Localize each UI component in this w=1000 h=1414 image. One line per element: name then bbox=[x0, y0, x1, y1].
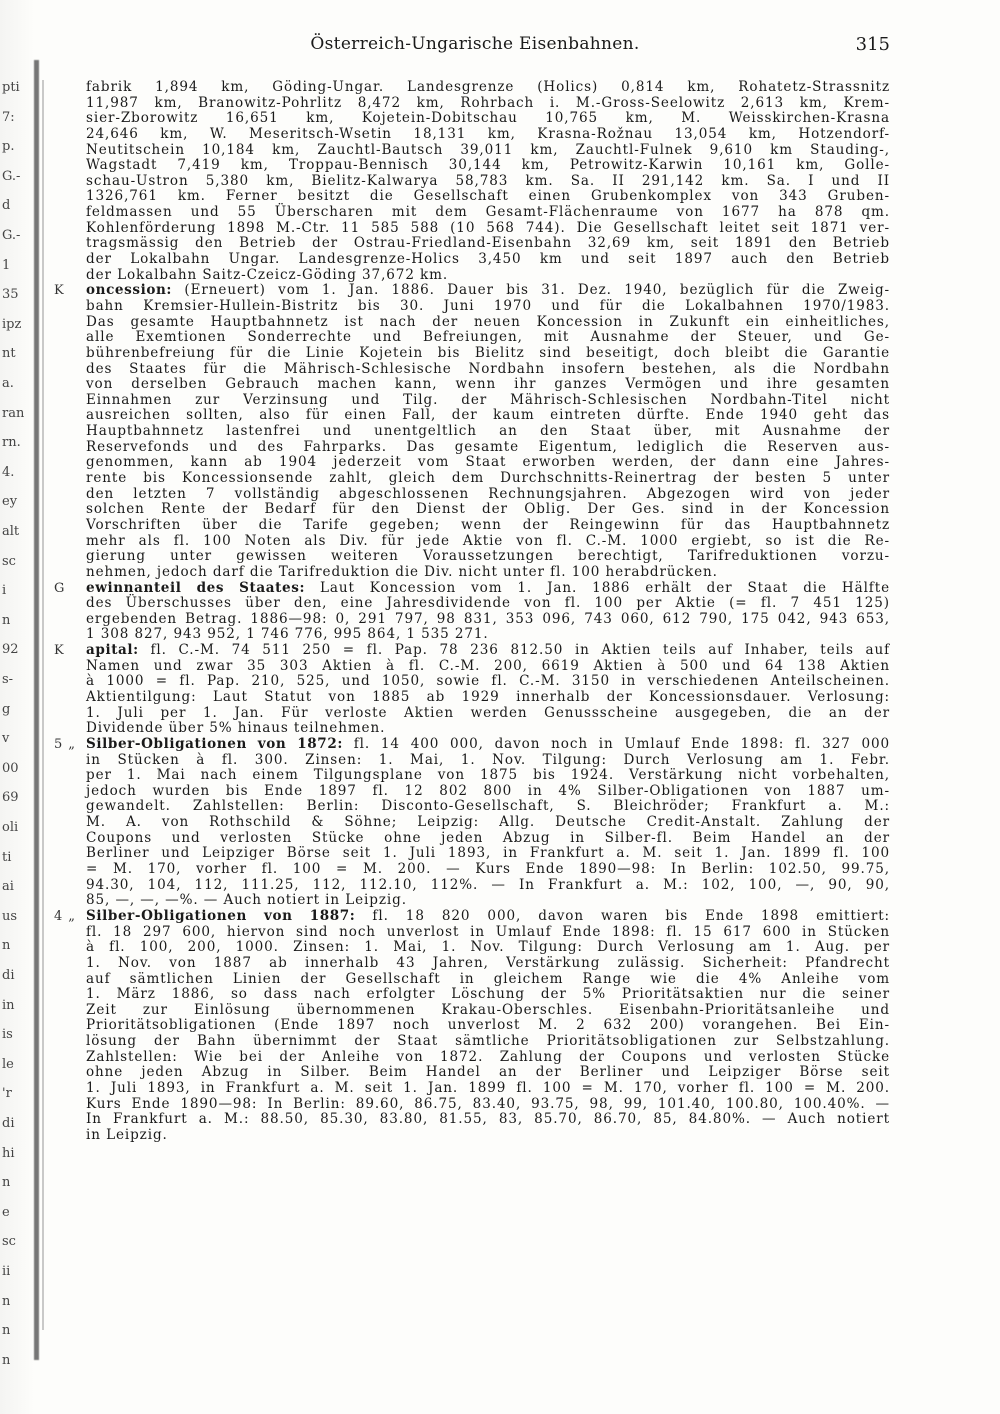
prev-column-fragment: 69 bbox=[2, 790, 19, 806]
text-line: Aktientilgung: Laut Statut von 1885 ab 1929 innerhalb der Koncessionsdauer. Verlosung: bbox=[86, 688, 890, 705]
section-label: Silber-Obligationen von 1872: bbox=[86, 735, 343, 752]
binding-gutter-line bbox=[42, 80, 44, 1330]
text-line: à 1000 = fl. Pap. 210, 525, und 1050, sowie fl. C.-M. 3150 in verschiedenen Anteilscheinen. bbox=[86, 673, 890, 690]
text-line bbox=[54, 579, 890, 597]
section-kapital bbox=[54, 642, 890, 737]
prev-column-fragment: sc bbox=[2, 1234, 16, 1250]
margin-marker: K bbox=[54, 283, 65, 299]
prev-column-fragment: n bbox=[2, 938, 11, 954]
text-line: auf sämtlichen Linien der Gesellschaft in gleichem Range wie die 4% Anleihe vom bbox=[86, 970, 890, 987]
prev-column-fragment: us bbox=[2, 908, 18, 924]
prev-column-fragment: sc bbox=[2, 553, 16, 569]
section-silber1872 bbox=[54, 735, 890, 909]
text-line: 85, —, —, —%. — Auch notiert in Leipzig. bbox=[86, 892, 407, 909]
text-line: In Frankfurt a. M.: 88.50, 85.30, 83.80, 81.55, 83, 85.70, 86.70, 85, 84.80%. — Auch notiert bbox=[86, 1111, 890, 1128]
prev-column-fragment: n bbox=[2, 1293, 11, 1309]
text-line: Kohlenförderung 1898 M.-Ctr. 11 585 588 (10 568 744). Die Gesellschaft leitet seit 1871 ver- bbox=[86, 219, 890, 236]
text-line: feldmassen und 55 Überscharen mit dem Gesamt-Flächenraume von 1677 ha 878 qm. bbox=[86, 204, 890, 221]
line-text: (Erneuert) vom 1. Jan. 1886. Dauer bis 31. Dez. 1940, bezüglich für die Zweig- bbox=[172, 282, 890, 299]
text-line: den letzten 7 vollständig abgeschlossenen Rechnungsjahren. Abgezogen wird von jeder bbox=[86, 485, 890, 502]
prev-column-fragment: ai bbox=[2, 879, 14, 895]
text-line: 94.30, 104, 112, 111.25, 112, 112.10, 112%. — In Frankfurt a. M.: 102, 100, —, 90, 90, bbox=[86, 876, 890, 893]
text-line bbox=[54, 735, 890, 753]
text-line: bührenbefreiung für die Linie Kojetein bis Bielitz sind beseitigt, doch bleibt die Garantie bbox=[86, 344, 890, 361]
prev-column-fragment: G.- bbox=[2, 228, 21, 243]
text-line: in Leipzig. bbox=[86, 1126, 168, 1143]
line-text: fl. C.-M. 74 511 250 = fl. Pap. 78 236 812.50 in Aktien teils auf Inhaber, teils auf bbox=[138, 642, 890, 659]
section-label: ewinnanteil des Staates: bbox=[86, 579, 306, 596]
prev-column-fragment: p. bbox=[2, 139, 15, 155]
prev-column-fragment: rn. bbox=[2, 435, 21, 451]
text-line: fl. 18 297 600, hiervon sind noch unverlost in Umlauf Ende 1898: fl. 15 617 600 in Stücken bbox=[86, 923, 890, 940]
section-concession bbox=[54, 282, 890, 580]
text-line: fabrik 1,894 km, Göding-Ungar. Landesgrenze (Holics) 0,814 km, Rohatetz-Strassnitz bbox=[86, 79, 890, 95]
prev-column-fragment: 35 bbox=[2, 287, 19, 303]
binding-gutter-shadow bbox=[34, 60, 39, 1360]
text-line: Coupons und verlosten Stücke ohne jeden Abzug in Silber-fl. Beim Handel an der bbox=[86, 829, 890, 846]
text-line: Hauptbahnnetz lastenfrei und unentgeltlich an den Staat über, mit Ausnahme der bbox=[86, 423, 890, 440]
section-label: oncession: bbox=[86, 282, 173, 299]
text-line: 1. Nov. von 1887 ab innerhalb 43 Jahren, Verstärkung zulässig. Sicherheit: Pfandrecht bbox=[86, 954, 890, 971]
line-text: fl. 14 400 000, davon noch in Umlauf Ende 1898: fl. 327 000 bbox=[342, 735, 890, 752]
text-line: des Staates für die Mährisch-Schlesische Nordbahn insofern bestehen, als die Nordbahn bbox=[86, 360, 890, 377]
text-line: Namen und zwar 35 303 Aktien à fl. C.-M. 200, 6619 Aktien à 500 und 64 138 Aktien bbox=[86, 657, 890, 674]
prev-column-fragment: 'r bbox=[2, 1086, 12, 1102]
text-line: à fl. 100, 200, 1000. Zinsen: 1. Mai, 1. Nov. Tilgung: Durch Verlosung am 1. Aug. per bbox=[86, 939, 890, 956]
text-line: bahn Kremsier-Hullein-Bistritz bis 30. Juni 1970 und für die Lokalbahnen 1970/1983. bbox=[86, 297, 890, 314]
text-line: alle Exemtionen Sonderrechte und Befreiungen, mit Ausnahme der Steuer, und Ge- bbox=[86, 329, 890, 346]
text-line: M. A. von Rothschild & Söhne; Leipzig: Allg. Deutsche Credit-Anstalt. Zahlung der bbox=[86, 814, 890, 831]
text-line: 24,646 km, W. Meseritsch-Wsetin 18,131 km, Krasna-Rožnau 13,054 km, Hotzendorf- bbox=[86, 125, 890, 142]
prev-column-fragment: n bbox=[2, 1352, 11, 1368]
text-line: 1. Juli per 1. Jan. Für verloste Aktien werden Genussscheine ausgegeben, die an der bbox=[86, 704, 890, 721]
prev-column-fragment: 4. bbox=[2, 464, 15, 480]
margin-marker: G bbox=[54, 580, 66, 596]
text-line: gierung unter gewissen weiteren Voraussetzungen berechtigt, Tarifreduktionen vorzu- bbox=[86, 548, 890, 565]
text-line: 1 308 827, 943 952, 1 746 776, 995 864, 1 535 271. bbox=[86, 626, 489, 643]
prev-column-fragment: i bbox=[2, 583, 7, 599]
prev-column-fragment: is bbox=[2, 1027, 13, 1043]
prev-column-fragment: ii bbox=[2, 1264, 11, 1279]
text-line: Zahlstellen: Wie bei der Anleihe von 1872. Zahlung der Coupons und verlosten Stücke bbox=[86, 1048, 890, 1065]
text-line: tragsmässig den Betrieb der Ostrau-Friedland-Eisenbahn 32,69 km, seit 1891 den Betrieb bbox=[86, 235, 890, 252]
prev-column-fragment: G.- bbox=[2, 168, 21, 184]
text-line: Einnahmen zur Verzinsung und Tilg. der Mährisch-Schlesischen Nordbahn-Titel nicht bbox=[86, 391, 890, 408]
prev-column-fragment: ipz bbox=[2, 316, 22, 332]
page-header bbox=[60, 34, 890, 58]
prev-column-fragment: 7: bbox=[2, 109, 15, 125]
margin-marker: K bbox=[54, 643, 65, 659]
prev-column-fragment: e bbox=[2, 1204, 10, 1220]
prev-column-fragment: v bbox=[2, 731, 10, 747]
text-line: nehmen, jedoch darf die Tarifreduktion die Div. nicht unter fl. 100 herabdrücken. bbox=[86, 563, 718, 580]
prev-column-fragment: alt bbox=[2, 524, 20, 539]
text-line: von derselben Gebrauch machen kann, wenn ihr ganzes Vermögen und ihre gesamten bbox=[86, 376, 890, 393]
text-line: Wagstadt 7,419 km, Troppau-Bennisch 30,144 km, Petrowitz-Karwin 10,161 km, Golle- bbox=[86, 157, 890, 174]
prev-column-fragment: g bbox=[2, 701, 11, 717]
text-line: Vorschriften über die Tarife gegeben; wenn der Reingewinn für das Hauptbahnnetz bbox=[86, 516, 890, 533]
prev-column-fragment: n bbox=[2, 1175, 11, 1191]
section-gewinnanteil bbox=[54, 579, 890, 644]
page-number: 315 bbox=[855, 34, 890, 55]
prev-column-fragment: s- bbox=[2, 672, 14, 687]
text-line: 11,987 km, Branowitz-Pohrlitz 8,472 km, Rohrbach i. M.-Gross-Seelowitz 2,613 km, Krem- bbox=[86, 94, 890, 111]
text-line: ausreichen sollten, also für einen Fall, der kaum eintreten dürfte. Ende 1940 geht das bbox=[86, 407, 890, 424]
prev-column-fragment: oli bbox=[2, 820, 19, 835]
text-line: ohne jeden Abzug in Silber. Beim Handel an der Berliner und Leipziger Börse seit bbox=[86, 1064, 890, 1081]
text-line: Dividende über 5% hinaus teilnehmen. bbox=[86, 720, 386, 737]
text-line: des Überschusses über den, eine Jahresdividende von fl. 100 per Aktie (= fl. 7 451 125) bbox=[86, 595, 890, 612]
text-line: mehr als fl. 100 Noten als Div. für jede Aktie von fl. C.-M. 1000 ergiebt, so ist die Re- bbox=[86, 532, 890, 549]
section-label: Silber-Obligationen von 1887: bbox=[86, 907, 356, 924]
text-line: Kurs Ende 1890—98: In Berlin: 89.60, 86.75, 83.40, 93.75, 98, 99, 101.40, 100.80, 100.40%. — bbox=[86, 1095, 890, 1112]
text-line: Prioritätsobligationen (Ende 1897 noch unverlost M. 2 632 200) vorangehen. Bei Ein- bbox=[86, 1017, 890, 1034]
text-line: der Lokalbahn Saitz-Czeicz-Göding 37,672 km. bbox=[86, 266, 449, 283]
prev-column-fragment: 92 bbox=[2, 642, 19, 658]
text-line: schau-Ustron 5,380 km, Bielitz-Kalwarya 58,783 km. Sa. II 291,142 km. Sa. I und II bbox=[86, 172, 890, 189]
text-line: ergebenden Betrag. 1886—98: 0, 291 797, 98 831, 353 096, 743 060, 612 790, 175 042, 943 653, bbox=[86, 610, 890, 627]
prev-column-fragment: pti bbox=[2, 80, 20, 95]
text-line: Reservefonds und des Fahrparks. Das gesamte Eigentum, lediglich die Reserven aus- bbox=[86, 438, 890, 455]
margin-marker: 4 „ bbox=[54, 908, 76, 924]
text-line bbox=[54, 282, 890, 299]
prev-column-fragment: di bbox=[2, 1116, 15, 1131]
text-line: 1. März 1886, so dass nach erfolgter Löschung der 5% Prioritätsaktien nur die seiner bbox=[86, 986, 890, 1003]
text-line: solchen Rente der Bedarf für den Dienst der Oblig. Der Ges. sind in der Koncession bbox=[86, 501, 890, 518]
prev-column-fragment: n bbox=[2, 612, 11, 628]
prev-column-fragment: ti bbox=[2, 849, 12, 865]
prev-column-fragment: di bbox=[2, 968, 15, 983]
prev-column-fragment: hi bbox=[2, 1145, 15, 1161]
prev-column-fragment: ran bbox=[2, 405, 25, 421]
text-line: per 1. Mai nach einem Tilgungsplane von 1875 bis 1924. Verstärkung nicht vorbehalten, bbox=[86, 767, 890, 784]
prev-column-fragment: a. bbox=[2, 376, 14, 391]
prev-column-fragment: 00 bbox=[2, 760, 19, 776]
text-line bbox=[54, 642, 890, 659]
text-line: in Stücken à fl. 300. Zinsen: 1. Mai, 1. Nov. Tilgung: Durch Verlosung am 1. Febr. bbox=[86, 751, 890, 768]
text-line: 1326,761 km. Ferner besitzt die Gesellschaft einen Grubenkomplex von 343 Gruben- bbox=[86, 188, 890, 205]
prev-column-fragment: 1 bbox=[2, 257, 11, 273]
previous-page-column-fragments bbox=[0, 0, 34, 1414]
section-silber1887 bbox=[54, 907, 891, 1144]
text-line: Das gesamte Hauptbahnnetz ist nach der neuen Koncession in Zukunft ein einheitliches, bbox=[86, 313, 890, 330]
text-line: Berliner und Leipziger Börse seit 1. Juli 1893, in Frankfurt a. M. seit 1. Jan. 1899 fl. 100 bbox=[86, 845, 890, 862]
text-line: genommen, kann ab 1904 jederzeit vom Staat erworben werden, der dann eine Jahres- bbox=[86, 454, 890, 471]
text-line: 1. Juli 1893, in Frankfurt a. M. seit 1. Jan. 1899 fl. 100 = M. 170, vorher fl. 100 = M. 200. bbox=[86, 1080, 890, 1096]
prev-column-fragment: in bbox=[2, 997, 15, 1013]
prev-column-fragment: n bbox=[2, 1323, 11, 1339]
text-line bbox=[54, 907, 891, 925]
section-label: apital: bbox=[86, 642, 139, 659]
text-line: = M. 170, vorher fl. 100 = M. 200. — Kurs Ende 1890—98: In Berlin: 102.50, 99.75, bbox=[86, 861, 890, 878]
section-intro bbox=[86, 80, 890, 283]
text-line: der Lokalbahn Ungar. Landesgrenze-Holics 3,450 km und seit 1897 auch den Betrieb bbox=[86, 251, 890, 268]
margin-marker: 5 „ bbox=[54, 736, 76, 752]
text-line: rente bis Koncessionsende zahlt, gleich dem Durchschnitts-Reinertrag der besten 5 unter bbox=[86, 470, 890, 487]
text-line: gewandelt. Zahlstellen: Berlin: Disconto-Gesellschaft, S. Bleichröder; Frankfurt a. M.: bbox=[86, 798, 890, 815]
prev-column-fragment: le bbox=[2, 1056, 14, 1072]
text-line: Neutitschein 10,184 km, Zauchtl-Bautsch 39,011 km, Zauchtl-Fulnek 9,610 km Stauding-, bbox=[86, 141, 890, 158]
running-title: Österreich-Ungarische Eisenbahnen. bbox=[310, 34, 640, 54]
line-text: Laut Koncession vom 1. Jan. 1886 erhält der Staat die Hälfte bbox=[305, 579, 890, 596]
text-line: Zeit zur Einlösung übernommenen Krakau-Oberschles. Eisenbahn-Prioritätsanleihe und bbox=[86, 1001, 890, 1018]
main-text-column bbox=[54, 79, 891, 1144]
prev-column-fragment: d bbox=[2, 198, 11, 214]
text-line: lösung der Bahn übernimmt der Staat sämtliche Prioritätsobligationen zur Selbstzahlung. bbox=[86, 1033, 890, 1050]
text-line: jedoch wurden bis Ende 1897 fl. 12 802 800 in 4% Silber-Obligationen von 1887 um- bbox=[86, 782, 890, 799]
prev-column-fragment: ey bbox=[2, 494, 18, 510]
text-line: sier-Zborowitz 16,651 km, Kojetein-Dobitschau 10,765 km, M. Weisskirchen-Krasna bbox=[86, 110, 890, 127]
prev-column-fragment: nt bbox=[2, 346, 16, 362]
line-text: fl. 18 820 000, davon waren bis Ende 1898 emittiert: bbox=[355, 907, 891, 924]
